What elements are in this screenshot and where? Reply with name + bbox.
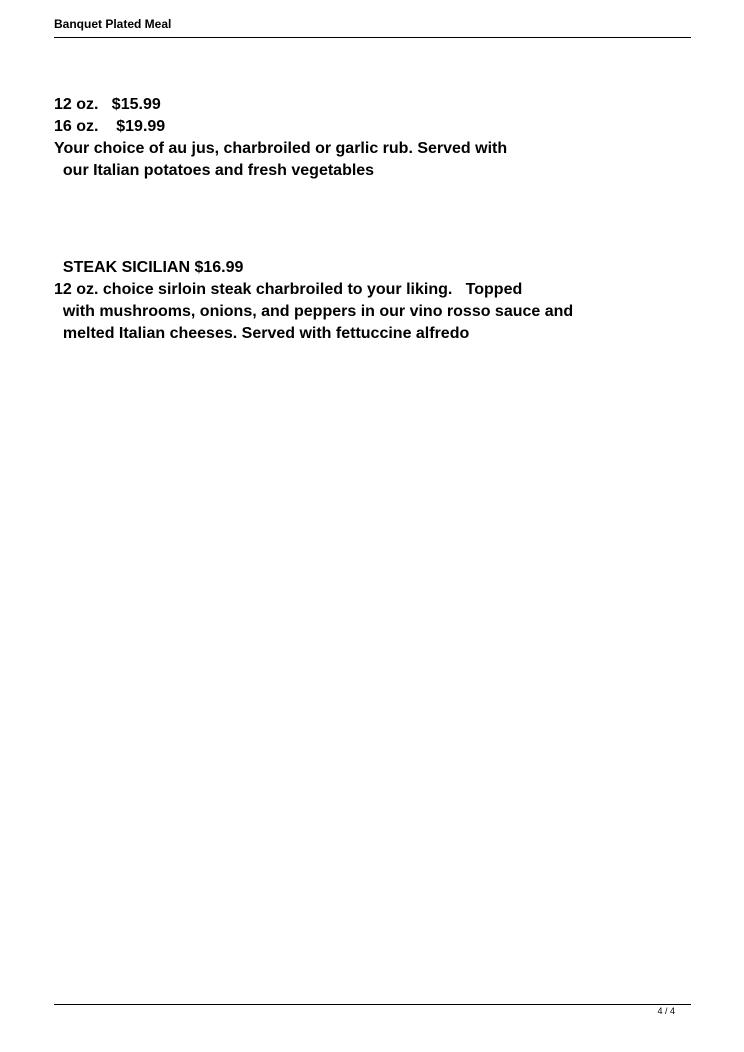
document-title: Banquet Plated Meal bbox=[54, 17, 172, 31]
menu-item-title: STEAK SICILIAN $16.99 bbox=[54, 259, 244, 276]
header-divider bbox=[54, 37, 691, 38]
description-line: our Italian potatoes and fresh vegetables bbox=[54, 162, 375, 179]
description-line: 12 oz. choice sirloin steak charbroiled to your liking. Topped bbox=[54, 281, 523, 298]
price-line-12oz: 12 oz. $15.99 bbox=[54, 96, 161, 113]
footer-divider bbox=[54, 1004, 691, 1005]
price-line-16oz: 16 oz. $19.99 bbox=[54, 118, 166, 135]
description-line: Your choice of au jus, charbroiled or garlic rub. Served with bbox=[54, 140, 508, 157]
page-number: 4 / 4 bbox=[657, 1006, 675, 1016]
description-line: melted Italian cheeses. Served with fettuccine alfredo bbox=[54, 325, 470, 342]
description-line: with mushrooms, onions, and peppers in our vino rosso sauce and bbox=[54, 303, 574, 320]
